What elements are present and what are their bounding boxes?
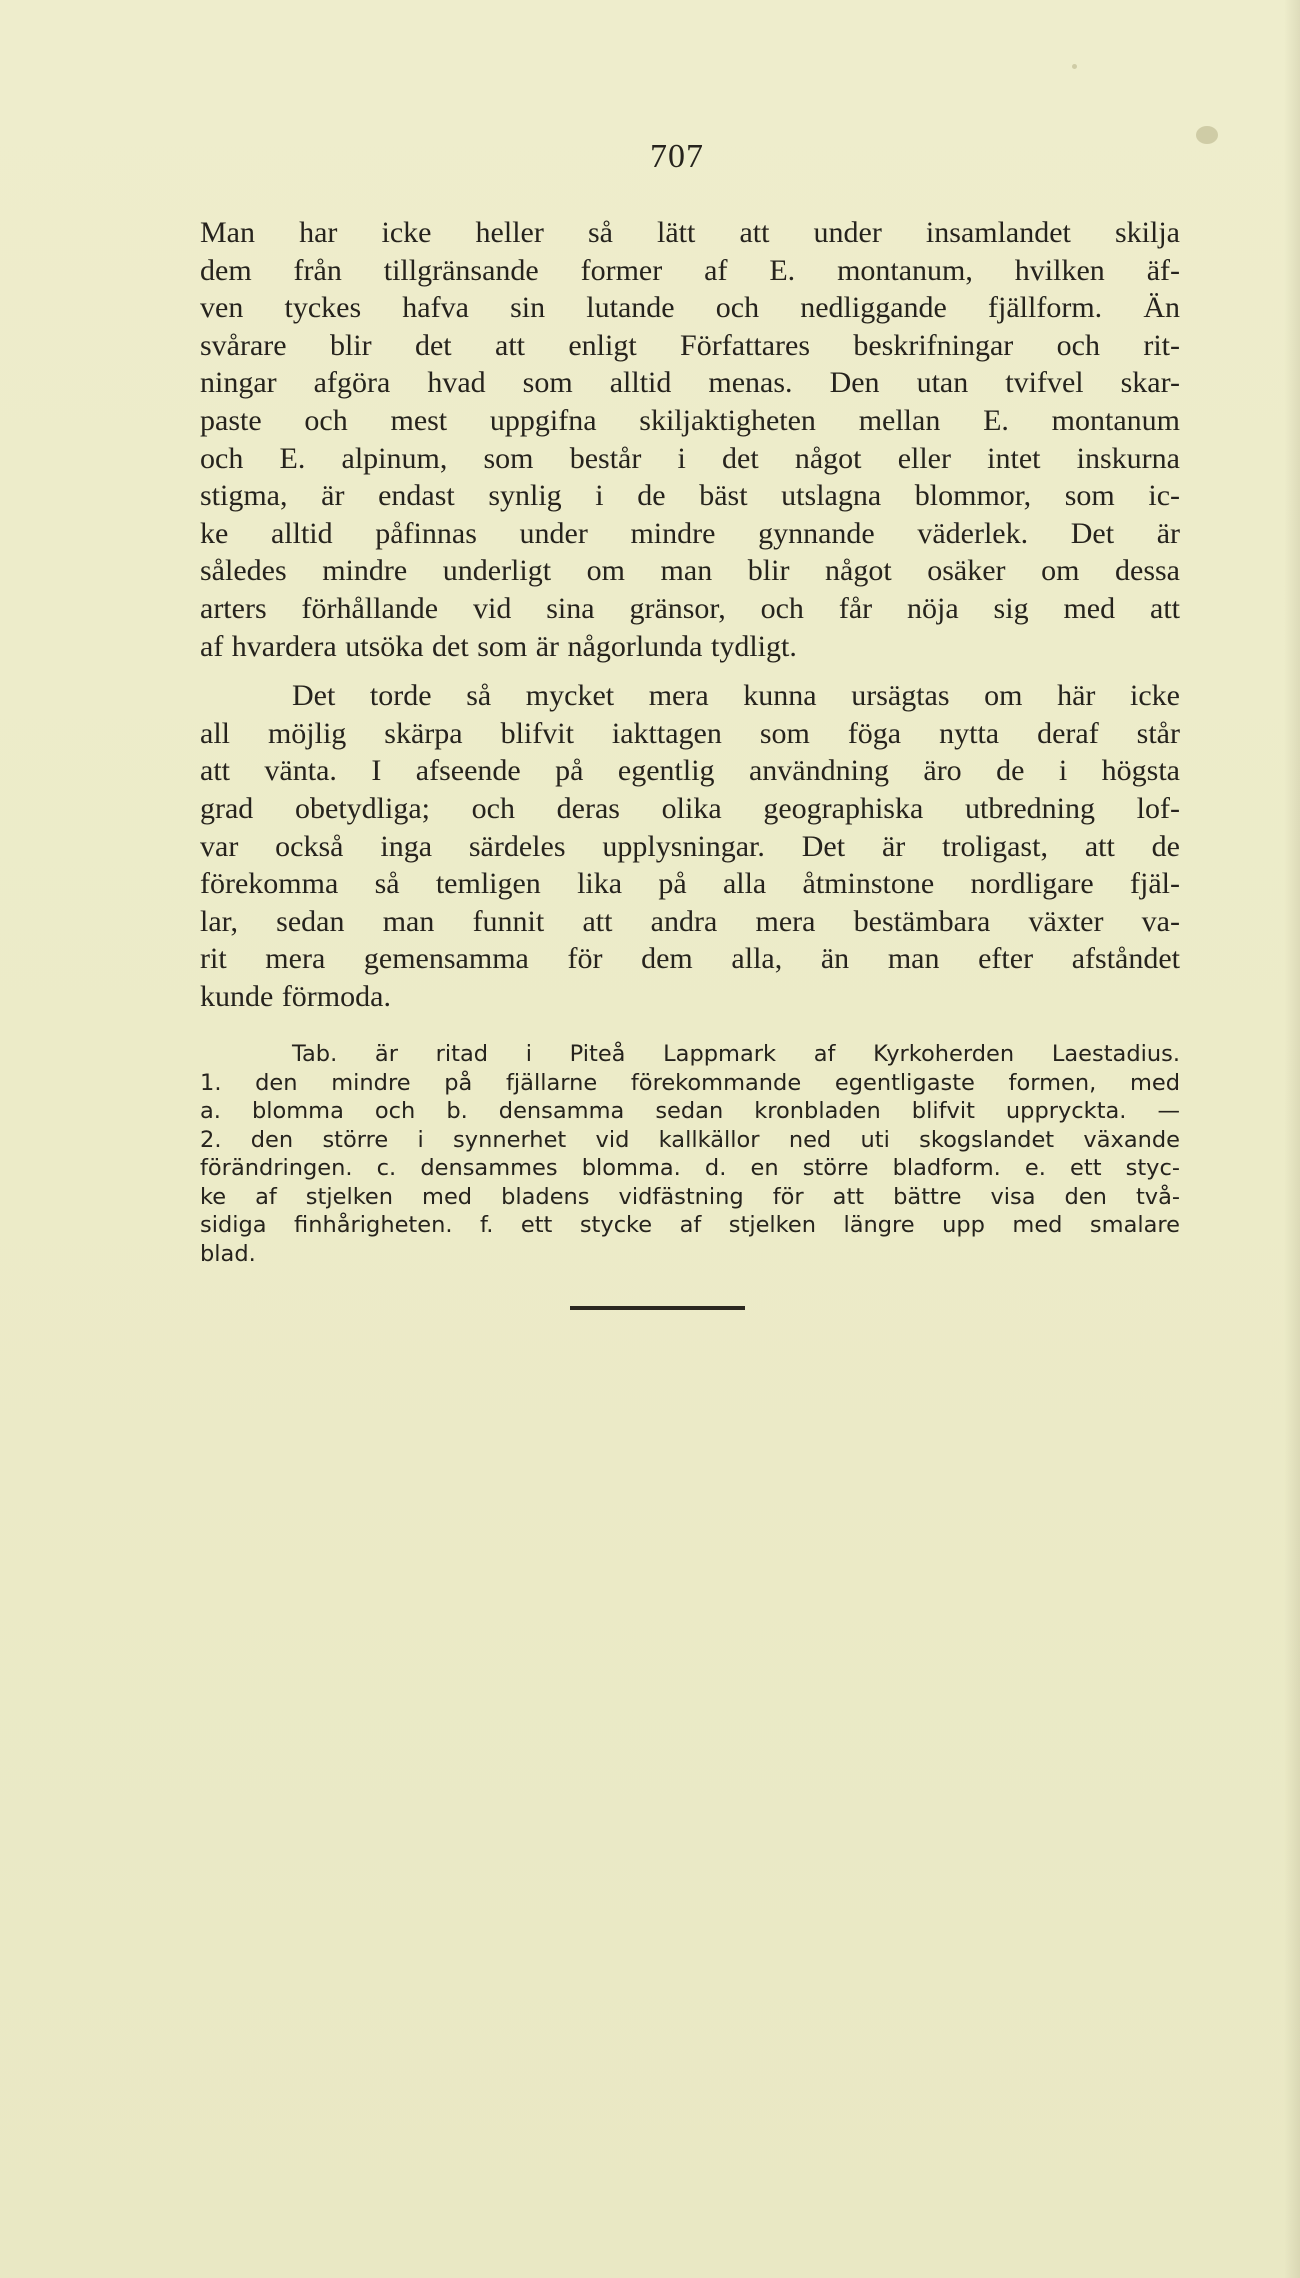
text-line: grad obetydliga; och deras olika geographiska utbredning lof- xyxy=(200,791,1180,825)
caption-line: ke af stjelken med bladens vidfästning för att bättre visa den två- xyxy=(200,1183,1180,1210)
page-number: 707 xyxy=(650,138,704,175)
text-line: arters förhållande vid sina gränsor, och får nöja sig med att xyxy=(200,591,1180,625)
paragraph-2 xyxy=(200,677,1180,1015)
text-line: förekomma så temligen lika på alla åtminstone nordligare fjäl- xyxy=(200,867,1180,901)
paper-speck xyxy=(1196,126,1218,144)
text-line: Det torde så mycket mera kunna ursägtas om här icke xyxy=(292,679,1180,713)
paragraph-1 xyxy=(200,214,1180,665)
end-rule xyxy=(570,1306,745,1310)
text-line: dem från tillgränsande former af E. montanum, hvilken äf- xyxy=(200,253,1180,287)
caption-line: Tab. är ritad i Piteå Lappmark af Kyrkoherden Laestadius. xyxy=(292,1041,1180,1067)
caption-line: förändringen. c. densammes blomma. d. en större bladform. e. ett styc- xyxy=(200,1155,1180,1181)
caption-line: 1. den mindre på fjällarne förekommande egentligaste formen, med xyxy=(200,1069,1180,1096)
text-line: af hvardera utsöka det som är någorlunda tydligt. xyxy=(200,629,797,663)
text-line: all möjlig skärpa blifvit iakttagen som föga nytta deraf står xyxy=(200,716,1180,750)
text-line: ningar afgöra hvad som alltid menas. Den utan tvifvel skar- xyxy=(200,366,1180,400)
paper-speck xyxy=(1072,64,1077,69)
text-line: lar, sedan man funnit att andra mera bestämbara växter va- xyxy=(200,904,1180,938)
text-line: paste och mest uppgifna skiljaktigheten mellan E. montanum xyxy=(200,403,1180,437)
text-line: stigma, är endast synlig i de bäst utslagna blommor, som ic- xyxy=(200,479,1180,513)
text-line: kunde förmoda. xyxy=(200,979,391,1013)
main-text xyxy=(200,214,1180,1015)
page-edge-shadow xyxy=(1284,0,1300,2278)
text-line: och E. alpinum, som består i det något eller intet inskurna xyxy=(200,441,1180,475)
text-line: ke alltid påfinnas under mindre gynnande väderlek. Det är xyxy=(200,516,1180,550)
text-line: svårare blir det att enligt Författares beskrifningar och rit- xyxy=(200,328,1180,362)
caption-line: a. blomma och b. densamma sedan kronbladen blifvit uppryckta. — xyxy=(200,1098,1180,1124)
caption-line: 2. den större i synnerhet vid kallkällor ned uti skogslandet växande xyxy=(200,1126,1180,1153)
plate-caption xyxy=(200,1040,1180,1268)
text-line: ven tyckes hafva sin lutande och nedliggande fjällform. Än xyxy=(200,291,1180,325)
text-line: att vänta. I afseende på egentlig användning äro de i högsta xyxy=(200,754,1180,788)
text-line: var också inga särdeles upplysningar. Det är troligast, att de xyxy=(200,829,1180,863)
caption-line: sidiga finhårigheten. f. ett stycke af stjelken längre upp med smalare xyxy=(200,1212,1180,1238)
caption-line: blad. xyxy=(200,1240,256,1267)
text-line: Man har icke heller så lätt att under insamlandet skilja xyxy=(200,216,1180,249)
text-line: således mindre underligt om man blir något osäker om dessa xyxy=(200,554,1180,588)
text-line: rit mera gemensamma för dem alla, än man efter afståndet xyxy=(200,942,1180,976)
